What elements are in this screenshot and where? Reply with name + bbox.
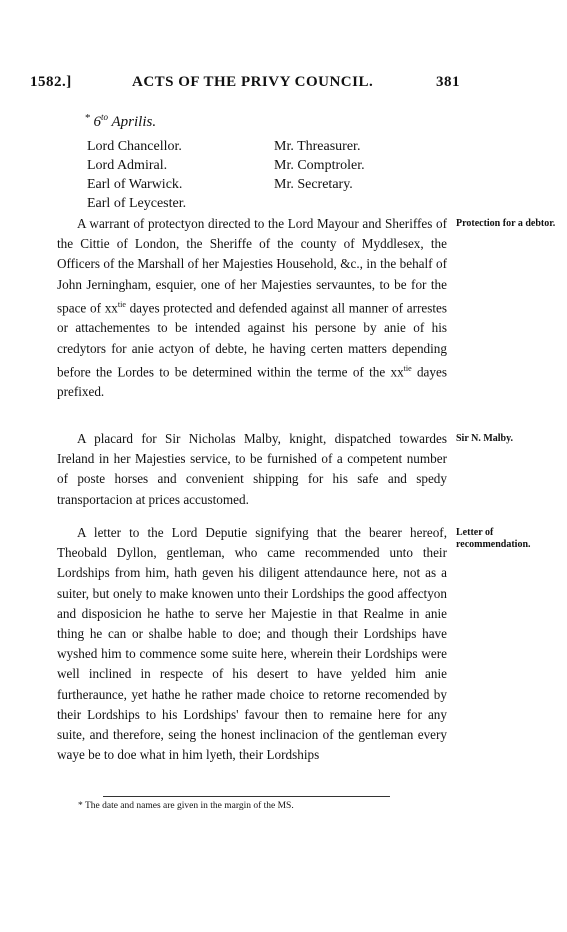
footnote-marker: * xyxy=(85,112,91,124)
attendee: Earl of Warwick. xyxy=(87,177,183,192)
running-header xyxy=(30,74,460,96)
attendee: Mr. Comptroler. xyxy=(274,158,365,173)
attendee: Earl of Leycester. xyxy=(87,196,187,211)
attendee: Mr. Secretary. xyxy=(274,177,353,192)
meeting-date xyxy=(85,112,156,131)
date-month: Aprilis. xyxy=(111,114,157,130)
attendee: Lord Chancellor. xyxy=(87,139,182,154)
entry-paragraph: A placard for Sir Nicholas Malby, knight, dispatched towardes Ireland in her Majesties service, to be furnished of a competent number of poste horses and convenient shipping for his safe and spedy transportacion at prices accustomed. xyxy=(57,431,447,507)
date-ordinal-suffix: to xyxy=(101,112,109,122)
margin-note: Sir N. Malby. xyxy=(456,433,514,444)
entry-paragraph: A warrant of protectyon directed to the Lord Mayour and Sheriffes of the Cittie of London, the Sheriffe of the county of Myddlesex, the Officers of the Marshall of her Majesties Household, &c., in the behalf of John Jerningham, esquier, one of her Majesties servauntes, to be for the space of $xx^{tie}$ dayes protected and defended against all manner of arrestes or attachementes to be intended against his persone by anie of his credytors for anie actyon of debte, he having certen matters depending before the Lordes to be determined within the terme of the $xx^{tie}$ dayes prefixed. xyxy=(57,216,447,400)
attendee: Lord Admiral. xyxy=(87,158,168,173)
page-number: 381 xyxy=(436,74,460,90)
header-title: ACTS OF THE PRIVY COUNCIL. xyxy=(132,74,374,90)
date-ordinal: 6 xyxy=(93,114,101,130)
footnote: * The date and names are given in the margin of the MS. xyxy=(78,801,294,811)
margin-note: Letter of recommendation. xyxy=(456,527,531,550)
entry-paragraph: A letter to the Lord Deputie signifying that the bearer hereof, Theobald Dyllon, gentleman, who came recommended unto their Lordships from him, hath geven his diligent attendaunce here, not as a suiter, but onely to make knowen unto their Lordships the good affectyon and disposicion he hathe to serve her Majestie in that Realme in anie thing he can or shalbe hable to doe; and though their Lordships have wyshed him to commence some suite here, wherein their Lordships were well inclined in respecte of his desert to have yelded him anie furtheraunce, yet hathe he rather made choice to retorne recomended by their Lordships to his Lordships' favour then to remaine here for any suite, and therefore, seing the honest inclinacion of the gentleman every waye be to doe what in him lyeth, their Lordships xyxy=(57,525,447,763)
footnote-divider xyxy=(103,796,390,797)
margin-note: Protection for a debtor. xyxy=(456,218,556,229)
attendee: Mr. Threasurer. xyxy=(274,139,361,154)
attendees-left xyxy=(87,137,186,213)
header-year: 1582.] xyxy=(30,74,72,90)
attendees-right xyxy=(274,137,365,194)
